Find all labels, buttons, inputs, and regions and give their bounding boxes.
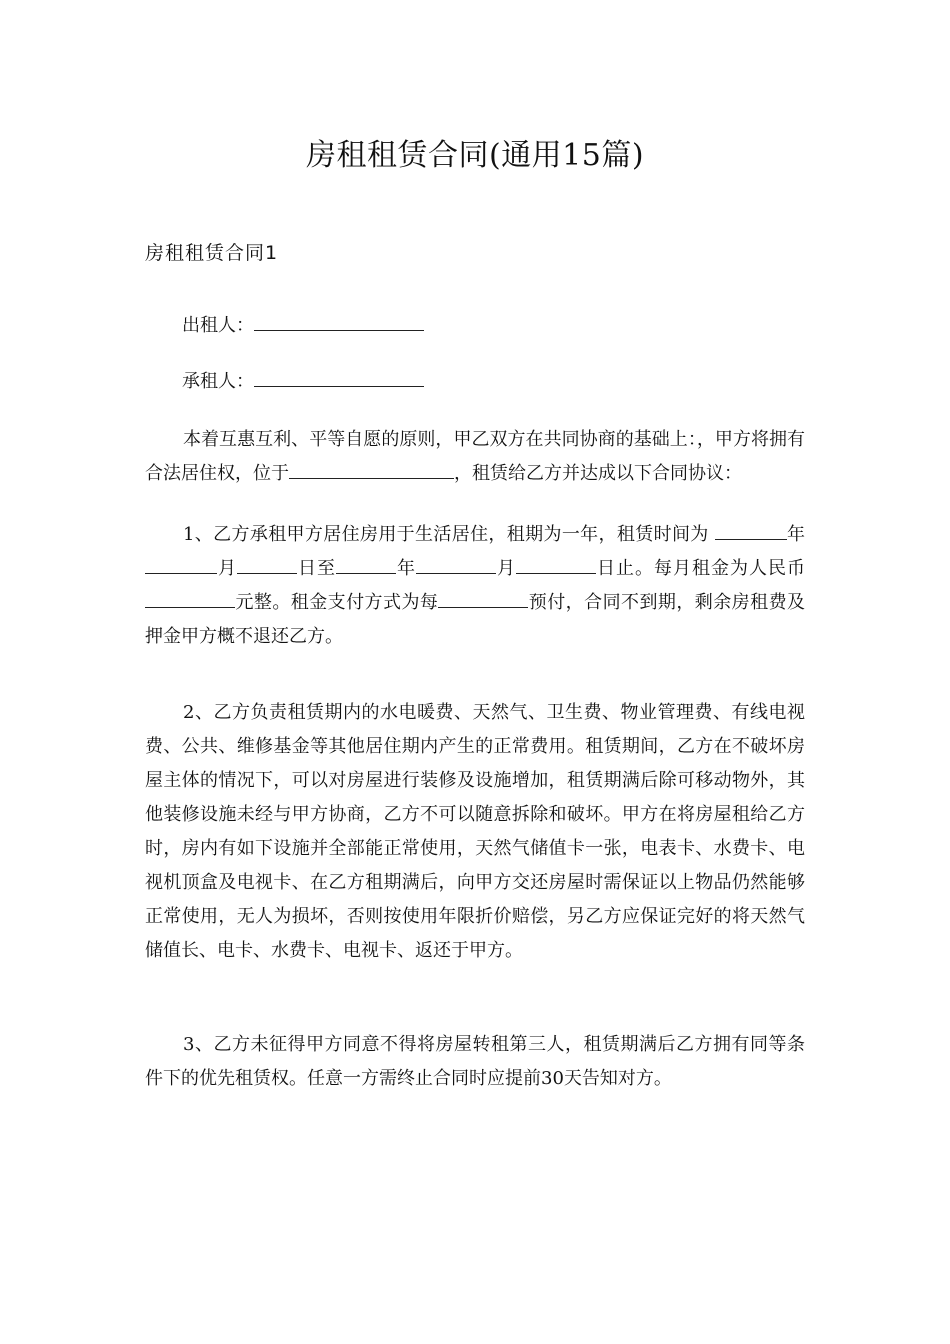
blank <box>416 555 496 574</box>
blank <box>516 555 596 574</box>
preamble-text-1: 本着互惠互利、平等自愿的原则，甲乙双方在共同协商的基础上：，甲方将拥有合法居住权，位于 <box>145 429 805 484</box>
blank <box>336 555 396 574</box>
clause-2-paragraph: 2、乙方负责租赁期内的水电暖费、天然气、卫生费、物业管理费、有线电视费、公共、维修基金等其他居住期内产生的正常费用。租赁期间，乙方在不破坏房屋主体的情况下，可以对房屋进行装修及设施增加，租赁期满后除可移动物外，其他装修设施未经与甲方协商，乙方不可以随意拆除和破坏。甲方在将房屋租给乙方时，房内有如下设施并全部能正常使用，天然气储值卡一张，电表卡、水费卡、电视机顶盒及电视卡、在乙方租期满后，向甲方交还房屋时需保证以上物品仍然能够正常使用，无人为损坏，否则按使用年限折价赔偿，另乙方应保证完好的将天然气储值长、电卡、水费卡、电视卡、返还于甲方。 <box>145 702 805 961</box>
preamble-paragraph <box>145 423 805 491</box>
blank <box>145 589 235 608</box>
blank <box>145 555 217 574</box>
lessee-label: 承租人： <box>182 371 254 392</box>
blank <box>237 555 297 574</box>
section-heading: 房租租赁合同1 <box>145 242 279 264</box>
preamble-text-2: ，租赁给乙方并达成以下合同协议： <box>454 463 742 484</box>
clause-1-text-9: 预付，合同不到期，剩余房租费及押金甲方概不退还乙方。 <box>145 592 806 647</box>
address-blank <box>289 460 454 479</box>
lessor-blank <box>254 310 424 331</box>
lessor-label: 出租人： <box>182 315 254 336</box>
clause-1-text-6: 月 <box>496 558 516 579</box>
clause-1-text-1: 1、乙方承租甲方居住房用于生活居住，租期为一年，租赁时间为 <box>183 524 709 545</box>
clause-1-paragraph <box>145 518 805 654</box>
clause-1-text-2: 年 <box>786 524 806 545</box>
blank <box>715 521 787 540</box>
blank <box>438 589 528 608</box>
clause-1-text-4: 日至 <box>297 558 336 579</box>
clause-1-text-7: 日止。每月租金为人民币 <box>596 558 805 579</box>
clause-3-paragraph: 3、乙方未征得甲方同意不得将房屋转租第三人，租赁期满后乙方拥有同等条件下的优先租赁权。任意一方需终止合同时应提前30天告知对方。 <box>145 1034 805 1089</box>
lessee-line <box>182 366 424 397</box>
lessor-line <box>182 310 424 341</box>
document-title: 房租租赁合同(通用15篇) <box>305 138 645 173</box>
clause-1-text-8: 元整。租金支付方式为每 <box>235 592 439 613</box>
clause-1-text-5: 年 <box>396 558 416 579</box>
clause-1-text-3: 月 <box>217 558 237 579</box>
lessee-blank <box>254 366 424 387</box>
